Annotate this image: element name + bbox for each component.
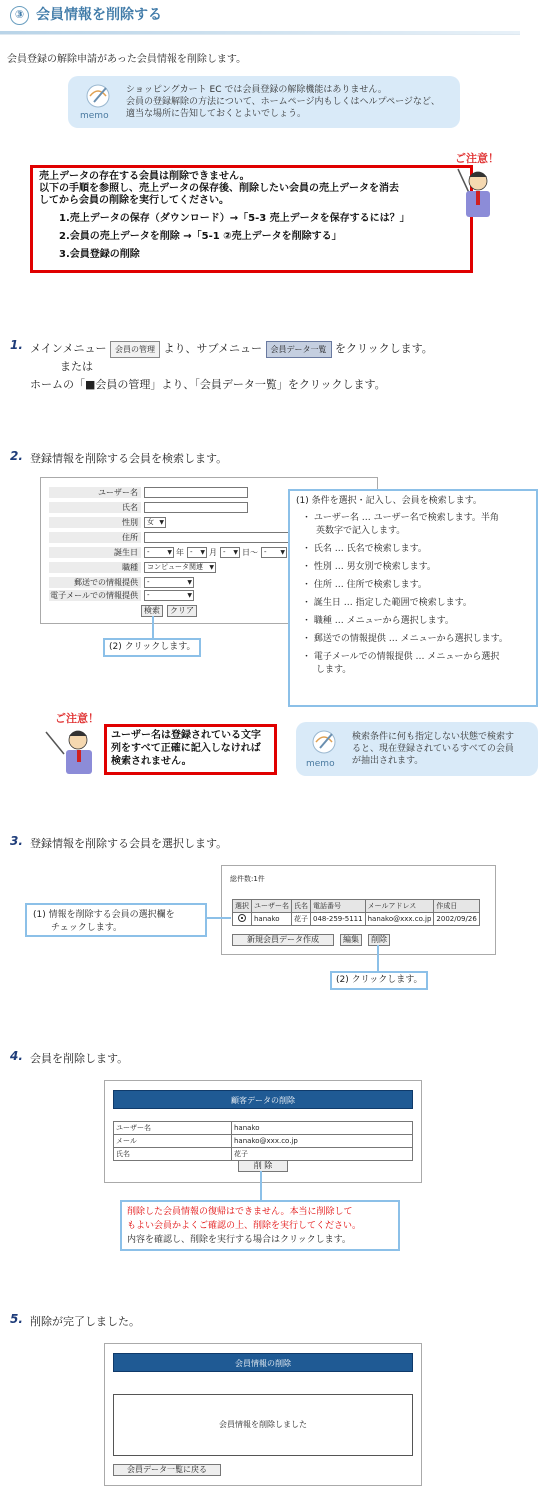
select-radio[interactable] xyxy=(238,914,246,922)
step-4-text: 会員を削除します。 xyxy=(30,1052,129,1065)
step-5-text: 削除が完了しました。 xyxy=(30,1315,140,1328)
clear-button[interactable]: クリア xyxy=(167,605,197,617)
birthday-year-from-select[interactable]: - ▼ xyxy=(144,547,174,558)
caution-box: 売上データの存在する会員は削除できません。 以下の手順を参照し、売上データの保存後、削除したい会員の売上データを消去 してから会員の削除を実行してください。 1.売上データの保存（ダウンロード）→「5-3 売上データを保存するには？」 2.会員の売上データを削除 →「5-1 ②売上データを削除する」 3.会員登録の削除 xyxy=(30,165,473,273)
intro-text: 会員登録の解除申請があった会員情報を削除します。 xyxy=(7,54,247,65)
step-1-text: メインメニュー 会員の管理 より、サブメニュー 会員データ一覧 をクリックします。 xyxy=(30,340,433,358)
step-1-number: 1. xyxy=(10,338,23,352)
caution-tag-2: ご注意！ xyxy=(55,712,99,725)
member-management-button[interactable]: 会員の管理 xyxy=(110,341,160,358)
gender-select[interactable]: 女 ▼ xyxy=(144,517,166,528)
search-result-panel xyxy=(221,865,496,955)
username-input[interactable] xyxy=(144,487,248,498)
svg-text:memo: memo xyxy=(306,759,335,769)
step-1-or: または xyxy=(60,360,93,373)
select-row-note: (1) 情報を削除する会員の選択欄を チェックします。 xyxy=(25,903,207,937)
table-row: 氏名 花子 xyxy=(114,1148,413,1161)
caution-tag: ご注意！ xyxy=(455,152,499,165)
name-input[interactable] xyxy=(144,502,248,513)
step-4-number: 4. xyxy=(10,1049,23,1063)
email-info-select[interactable]: - ▼ xyxy=(144,590,194,601)
confirm-delete-button[interactable]: 削 除 xyxy=(238,1160,288,1172)
step-3-number: 3. xyxy=(10,834,23,848)
caution-step-1: 1.売上データの保存（ダウンロード）→「5-3 売上データを保存するには？」 xyxy=(59,213,410,224)
delete-warning-note: 削除した会員情報の復帰はできません。本当に削除して もよい会員かよくご確認の上、削除を実行してください。 内容を確認し、削除を実行する場合はクリックします。 xyxy=(120,1200,400,1251)
step-3-text: 登録情報を削除する会員を選択します。 xyxy=(30,837,228,850)
member-data-list-button[interactable]: 会員データ一覧 xyxy=(266,341,332,358)
birthday-year-to-select[interactable]: - ▼ xyxy=(261,547,287,558)
birthday-month-from-select[interactable]: - ▼ xyxy=(187,547,207,558)
memo-box: memo ショッピングカート EC では会員登録の解除機能はありません。 会員の登録解除の方法について、ホームページ内もしくはヘルプページなど、 適当な場所に告知しておくとよいでしょう。 xyxy=(68,76,460,128)
step-2-text: 登録情報を削除する会員を検索します。 xyxy=(30,452,228,465)
memo-pencil-icon xyxy=(76,82,120,122)
mail-info-select[interactable]: - ▼ xyxy=(144,577,194,588)
memo-box-2: memo 検索条件に何も指定しない状態で検索す ると、現在登録されているすべての会員 が抽出されます。 xyxy=(296,722,538,776)
svg-text:memo: memo xyxy=(80,111,109,121)
completion-message: 会員情報を削除しました xyxy=(113,1394,413,1456)
section-number: ③ xyxy=(10,6,29,25)
section-header xyxy=(0,0,520,34)
edit-button[interactable]: 編集 xyxy=(340,934,362,946)
job-select[interactable]: コンピュータ関連 ▼ xyxy=(144,562,216,573)
delete-button[interactable]: 削除 xyxy=(368,934,390,946)
member-delete-complete-panel xyxy=(104,1343,422,1486)
click-search-note: (2) クリックします。 xyxy=(103,638,201,657)
result-table: 選択 ユーザー名 氏名 電話番号 メールアドレス 作成日 hanako 花子 048-259-5111 hanako@xxx.co.jp 2002/09/26 xyxy=(232,899,480,926)
teacher-pointing-icon xyxy=(42,724,102,776)
panel-title: 顧客データの削除 xyxy=(113,1090,413,1109)
new-member-button[interactable]: 新規会員データ作成 xyxy=(232,934,334,946)
customer-detail-table xyxy=(113,1121,413,1161)
step-2-number: 2. xyxy=(10,449,23,463)
caution-step-2: 2.会員の売上データを削除 →「5-1 ②売上データを削除する」 xyxy=(59,231,342,242)
search-button[interactable]: 検索 xyxy=(141,605,163,617)
customer-delete-panel xyxy=(104,1080,422,1183)
member-search-form: ユーザー名 氏名 性別 女 ▼ 住所 誕生日 - ▼ 年 - ▼ 月 - ▼ 日〜 - ▼ 職種 コンピュータ関連 ▼ 郵送での情報提供 - ▼ 電子メールでの情報提供 - ▼ 検索 クリア xyxy=(40,477,378,624)
search-conditions-list: (1) 条件を選択・記入し、会員を検索します。 ・ ユーザー名 … ユーザー名で検索します。半角 英数字で記入します。 ・ 氏名 … 氏名で検索します。 ・ 性別 … 男女別で検索します。 ・ 住所 … 住所で検索します。 ・ 誕生日 … 指定した範囲で検索します。 ・ 職種 … メニューから選択します。 ・ 郵送での情報提供 … メニューから選択します。 ・ 電子メールでの情報提供 … メニューから選択 します。 xyxy=(288,489,538,707)
memo-pencil-icon xyxy=(302,728,346,770)
click-delete-note: (2) クリックします。 xyxy=(330,971,428,990)
panel-title: 会員情報の削除 xyxy=(113,1353,413,1372)
birthday-day-from-select[interactable]: - ▼ xyxy=(220,547,240,558)
caution-step-3: 3.会員登録の削除 xyxy=(59,249,140,260)
back-to-member-list-button[interactable]: 会員データ一覧に戻る xyxy=(113,1464,221,1476)
address-input[interactable] xyxy=(144,532,294,543)
table-row: メール hanako@xxx.co.jp xyxy=(114,1135,413,1148)
table-row: hanako 花子 048-259-5111 hanako@xxx.co.jp 2002/09/26 xyxy=(233,913,480,926)
page-title: 会員情報を削除する xyxy=(36,7,162,23)
teacher-pointing-icon xyxy=(450,165,496,221)
step-1-alt-text: ホームの「■会員の管理」より、「会員データ一覧」をクリックします。 xyxy=(30,378,386,391)
caution-box-2: ユーザー名は登録されている文字 列をすべて正確に記入しなければ 検索されません。 xyxy=(104,724,277,775)
table-row: ユーザー名 hanako xyxy=(114,1122,413,1135)
total-count: 総件数:1件 xyxy=(230,875,265,883)
step-5-number: 5. xyxy=(10,1312,23,1326)
